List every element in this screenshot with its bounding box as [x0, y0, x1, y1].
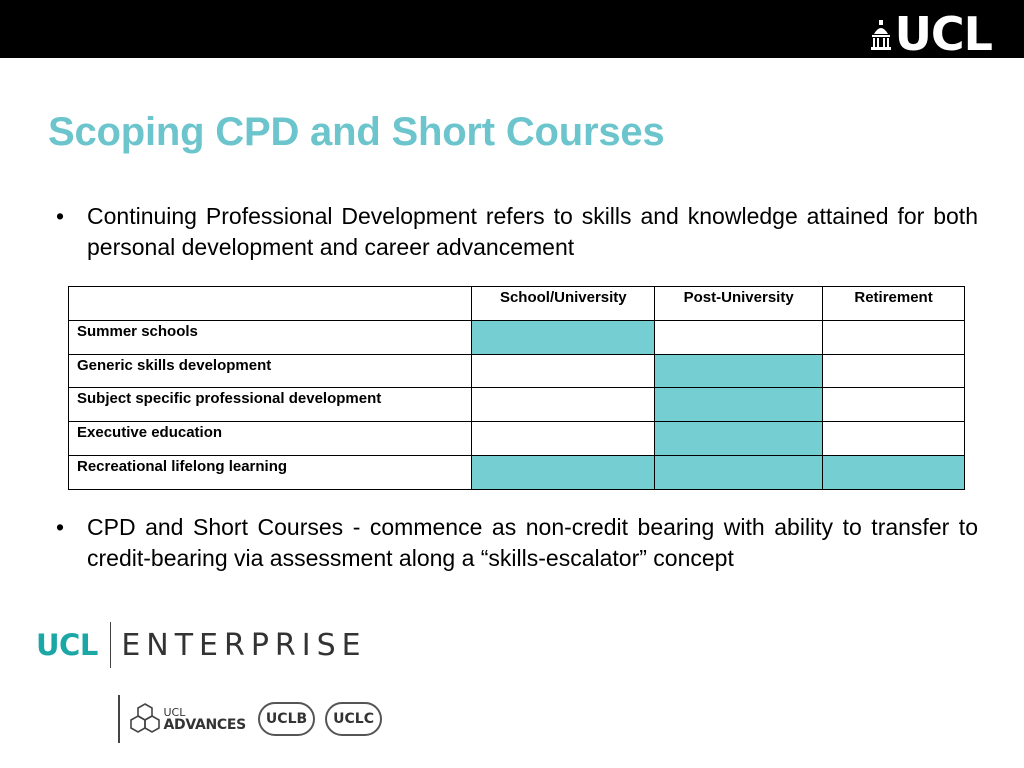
advances-logo-word: ADVANCES [163, 717, 246, 733]
bullet-item-2 [56, 512, 978, 574]
table-cell-empty [823, 422, 965, 456]
uclb-logo: UCLB [258, 702, 315, 736]
ucl-portico-icon [871, 20, 891, 50]
table-row [69, 320, 965, 354]
enterprise-logo-ucl: UCL [36, 628, 98, 662]
table-cell-empty [823, 354, 965, 388]
ucl-logo [871, 7, 992, 61]
bullet-marker: • [56, 203, 65, 229]
table-header-row [69, 287, 965, 321]
table-row-label: Summer schools [69, 320, 472, 354]
advances-logo-ucl: UCL [163, 706, 186, 719]
uclc-logo: UCLC [325, 702, 382, 736]
table-cell-highlighted [655, 388, 823, 422]
table-row-label: Generic skills development [69, 354, 472, 388]
table-cell-empty [823, 388, 965, 422]
table-cell-highlighted [655, 455, 823, 489]
table-cell-highlighted [472, 455, 655, 489]
ucl-advances-logo [164, 707, 246, 731]
table-header-cell: Retirement [823, 287, 965, 321]
table-header-cell: School/University [472, 287, 655, 321]
table-cell-highlighted [655, 354, 823, 388]
bullet-marker: • [56, 514, 65, 540]
bullet-text: Continuing Professional Development refers to skills and knowledge attained for both personal development and career advancement [87, 203, 978, 260]
table-cell-highlighted [472, 320, 655, 354]
cpd-scope-table [68, 286, 965, 490]
slide-title: Scoping CPD and Short Courses [48, 110, 665, 154]
enterprise-logo-word: ENTERPRISE [121, 627, 367, 663]
ucl-logo-text: UCL [894, 7, 992, 61]
table-cell-empty [823, 320, 965, 354]
bullet-item-1 [56, 201, 978, 263]
table-cell-highlighted [655, 422, 823, 456]
table-row-label: Executive education [69, 422, 472, 456]
logo-divider [110, 622, 112, 668]
table-corner-cell [69, 287, 472, 321]
ucl-enterprise-logo [36, 620, 367, 670]
table-cell-empty [472, 388, 655, 422]
table-cell-empty [472, 422, 655, 456]
table-row [69, 354, 965, 388]
top-bar [0, 0, 1024, 61]
table-row-label: Recreational lifelong learning [69, 455, 472, 489]
table-cell-highlighted [823, 455, 965, 489]
table-row [69, 388, 965, 422]
table-cell-empty [655, 320, 823, 354]
table-row [69, 455, 965, 489]
partner-logos [118, 694, 392, 744]
table-row-label: Subject specific professional development [69, 388, 472, 422]
table-header-cell: Post-University [655, 287, 823, 321]
logo-divider [118, 695, 120, 743]
table-row [69, 422, 965, 456]
bullet-text: CPD and Short Courses - commence as non-credit bearing with ability to transfer to credit-bearing via assessment along a “skills-escalator” concept [87, 514, 978, 571]
table-cell-empty [472, 354, 655, 388]
hexagon-cubes-icon [130, 702, 160, 736]
